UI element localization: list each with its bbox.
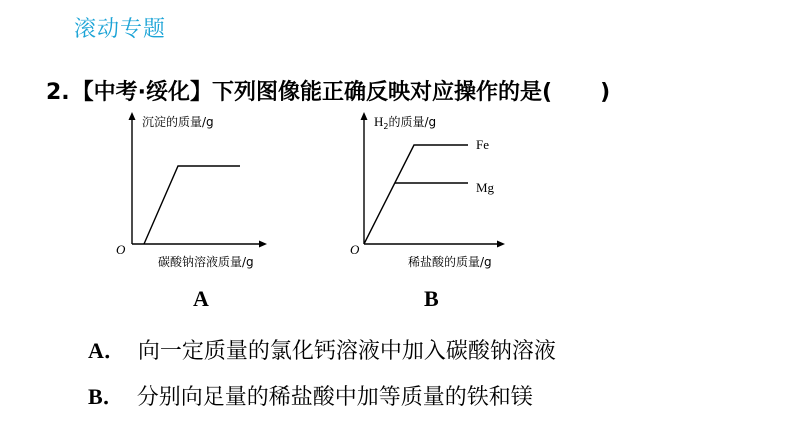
graph-b-mg-label: Mg — [476, 180, 495, 195]
graph-b-caption: B — [424, 286, 439, 311]
graph-b-y-arrow — [361, 112, 368, 120]
graph-a — [112, 104, 292, 278]
graph-b-fe-label: Fe — [476, 137, 489, 152]
option-b-letter: B． — [88, 384, 125, 409]
section-title: 滚动专题 — [74, 17, 167, 42]
graph-b-x-arrow — [497, 241, 505, 248]
option-b — [88, 380, 533, 411]
graph-a-x-arrow — [259, 241, 267, 248]
graph-a-origin: O — [116, 242, 126, 257]
graph-a-svg — [112, 104, 292, 274]
question-number: 2. — [46, 80, 70, 105]
question-stem — [46, 75, 610, 106]
graph-b-fe-line — [364, 145, 468, 244]
graph-a-caption: A — [193, 286, 209, 311]
graph-a-y-arrow — [129, 112, 136, 120]
graph-b-origin: O — [350, 242, 360, 257]
graph-b-x-label: 稀盐酸的质量/g — [408, 255, 492, 269]
graph-a-y-label: 沉淀的质量/g — [142, 115, 214, 129]
option-a-letter: A． — [88, 338, 126, 363]
option-a-text: 向一定质量的氯化钙溶液中加入碳酸钠溶液 — [137, 339, 556, 364]
graph-a-precipitate-line — [144, 166, 240, 244]
option-a — [88, 334, 556, 365]
graph-b-y-label: $H_2$的质量/g — [374, 114, 437, 131]
graph-b-svg — [340, 104, 530, 274]
question-source: 【中考·绥化】 — [71, 80, 213, 105]
graph-a-x-label: 碳酸钠溶液质量/g — [158, 255, 254, 269]
option-b-text: 分别向足量的稀盐酸中加等质量的铁和镁 — [136, 385, 533, 410]
question-text: 下列图像能正确反映对应操作的是( — [212, 80, 553, 105]
question-close-paren: ) — [600, 80, 611, 105]
graph-b — [340, 104, 530, 278]
